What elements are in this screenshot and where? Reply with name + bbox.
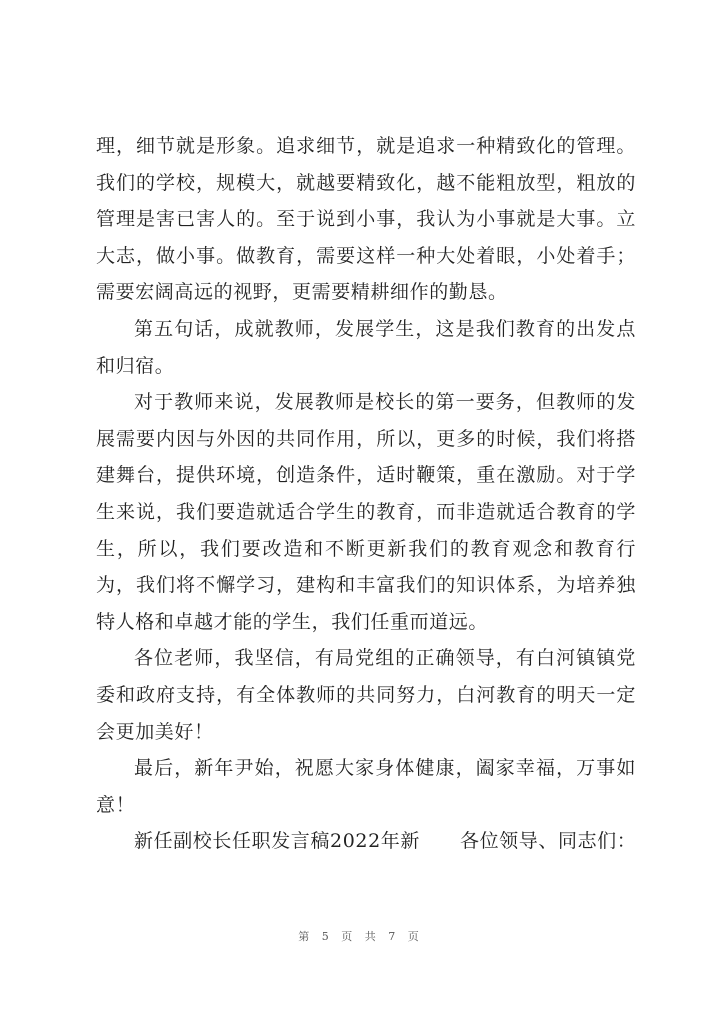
paragraph-2: 第五句话，成就教师，发展学生，这是我们教育的出发点和归宿。	[96, 317, 636, 377]
next-article-line	[96, 823, 636, 860]
paragraph-3: 对于教师来说，发展教师是校长的第一要务，但教师的发展需要内因与外因的共同作用，所以，更多的时候，我们将搭建舞台，提供环境，创造条件，适时鞭策，重在激励。对于学生来说，我们要造就适合学生的教育，而非造就适合教育的学生，所以，我们要改造和不断更新我们的教育观念和教育行为，我们将不懈学习，建构和丰富我们的知识体系，为培养独特人格和卓越才能的学生，我们任重而道远。	[96, 391, 636, 633]
document-body	[96, 128, 636, 860]
page-number-footer: 第 5 页 共 7 页	[298, 930, 422, 943]
next-article-greeting: 各位领导、同志们：	[459, 830, 637, 853]
paragraph-4: 各位老师，我坚信，有局党组的正确领导，有白河镇镇党委和政府支持，有全体教师的共同努力，白河教育的明天一定会更加美好！	[96, 647, 636, 743]
paragraph-5: 最后，新年尹始，祝愿大家身体健康，阖家幸福，万事如意！	[96, 757, 636, 816]
paragraph-1: 理，细节就是形象。追求细节，就是追求一种精致化的管理。我们的学校，规模大，就越要精致化，越不能粗放型，粗放的管理是害已害人的。至于说到小事，我认为小事就是大事。立大志，做小事。做教育，需要这样一种大处着眼，小处着手；需要宏阔高远的视野，更需要精耕细作的勤恳。	[96, 135, 636, 304]
next-article-title: 新任副校长任职发言稿2022年新	[134, 830, 420, 853]
